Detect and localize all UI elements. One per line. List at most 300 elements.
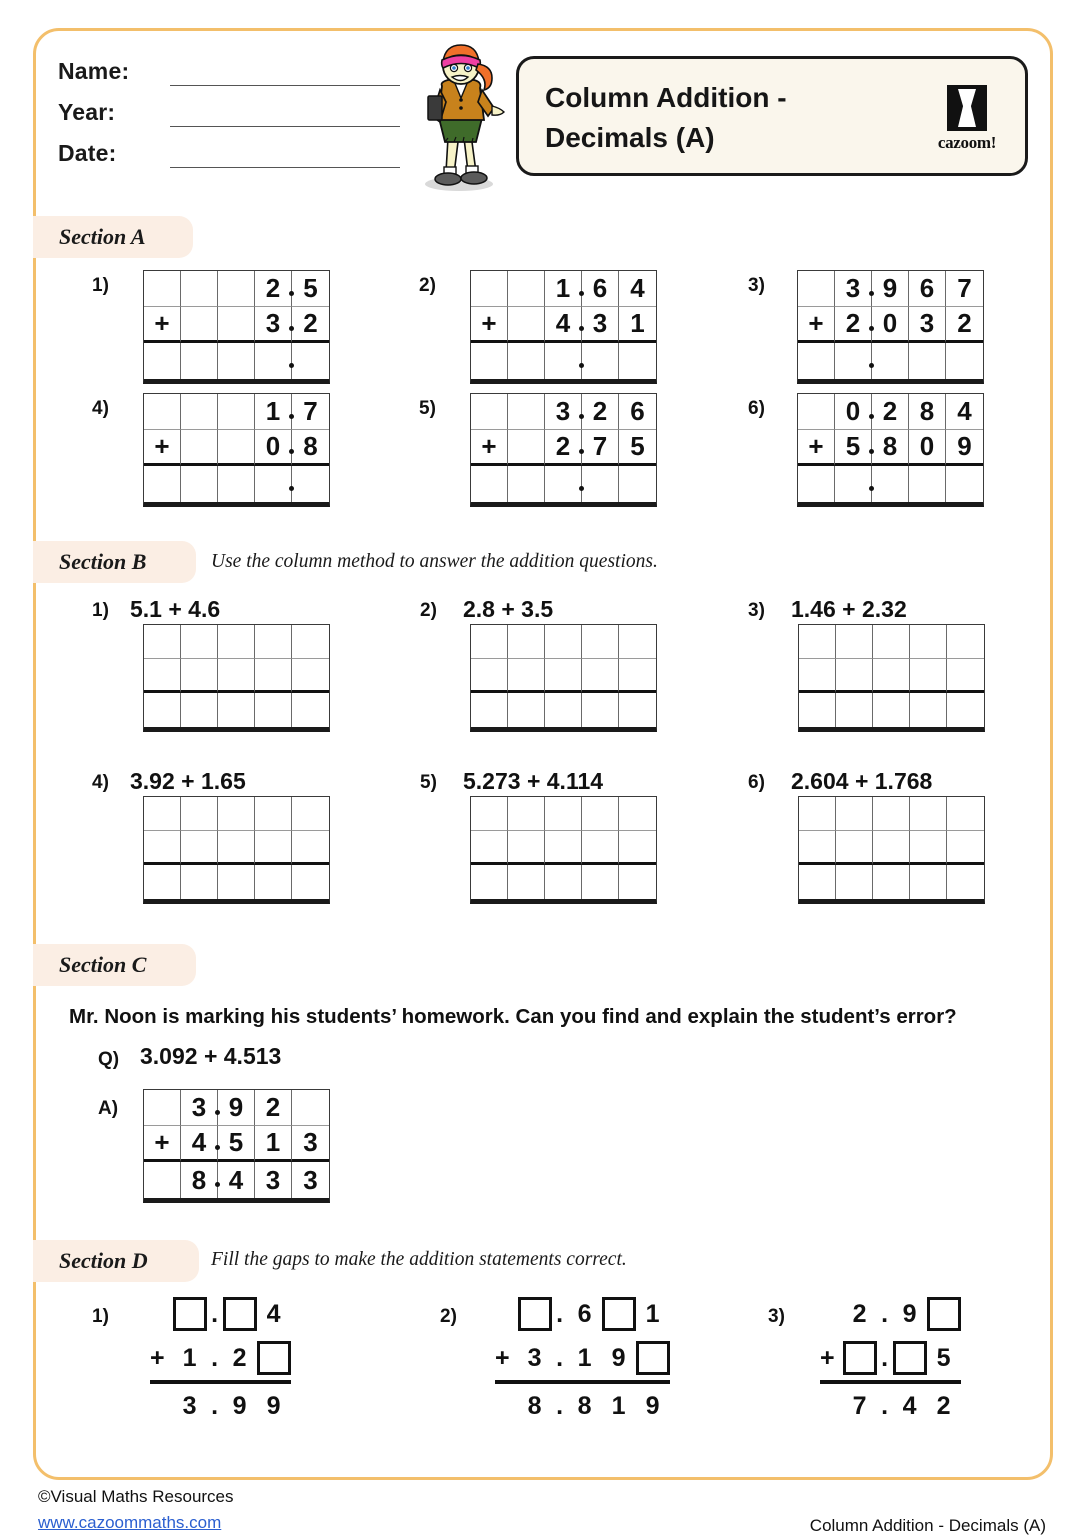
grid-cell[interactable] (255, 865, 292, 899)
grid-cell[interactable]: 0 (255, 430, 292, 466)
digit: 3 (182, 1391, 197, 1420)
grid-row (799, 625, 984, 659)
grid-cell[interactable] (910, 693, 947, 727)
grid-cell[interactable] (144, 343, 181, 379)
grid-cell[interactable]: 4 (218, 1162, 255, 1198)
grid-cell[interactable] (619, 625, 656, 659)
grid-cell[interactable] (218, 797, 255, 831)
answer-row (150, 1384, 291, 1428)
grid-cell[interactable]: 3 (909, 307, 946, 343)
section-b-heading: Section B (33, 541, 196, 583)
grid-cell[interactable] (471, 625, 508, 659)
grid-cell[interactable] (181, 466, 218, 502)
question-expression: 2.604 + 1.768 (791, 768, 933, 794)
grid-cell[interactable]: 6 (909, 271, 946, 307)
grid-cell[interactable] (582, 625, 619, 659)
grid-cell[interactable] (799, 797, 836, 831)
grid-cell[interactable] (471, 659, 508, 693)
grid-cell[interactable] (582, 865, 619, 899)
answer-box[interactable] (893, 1341, 927, 1375)
grid-cell[interactable] (799, 831, 836, 865)
digit: 2 (936, 1391, 951, 1420)
grid-cell[interactable]: 3 (545, 394, 582, 430)
answer-box[interactable] (843, 1341, 877, 1375)
grid-cell[interactable]: 3 (255, 1162, 292, 1198)
grid-row (799, 659, 984, 693)
grid-cell[interactable] (873, 831, 910, 865)
grid-cell[interactable] (619, 659, 656, 693)
section-a-grid[interactable] (797, 270, 984, 384)
grid-cell[interactable] (292, 865, 329, 899)
grid-cell[interactable] (798, 466, 835, 502)
grid-cell[interactable] (144, 797, 181, 831)
grid-cell[interactable] (181, 307, 218, 343)
grid-cell[interactable]: 2 (872, 394, 909, 430)
section-c-worked-grid[interactable] (143, 1089, 330, 1203)
digit: 2 (852, 1299, 867, 1328)
grid-cell[interactable] (619, 831, 656, 865)
plus-sign: + (150, 1343, 165, 1372)
grid-cell[interactable]: 9 (218, 1090, 255, 1126)
grid-cell[interactable] (619, 693, 656, 727)
grid-cell[interactable] (181, 693, 218, 727)
grid-cell[interactable]: 4 (181, 1126, 218, 1162)
grid-cell[interactable]: 3 (582, 307, 619, 343)
grid-row (144, 1126, 329, 1162)
grid-cell[interactable]: 7 (292, 394, 329, 430)
grid-cell[interactable] (181, 831, 218, 865)
grid-cell[interactable] (508, 271, 545, 307)
grid-cell[interactable]: 1 (255, 1126, 292, 1162)
grid-cell[interactable] (471, 831, 508, 865)
grid-cell[interactable] (508, 307, 545, 343)
grid-cell[interactable] (292, 466, 329, 502)
grid-cell[interactable] (836, 659, 873, 693)
section-a-grid[interactable] (797, 393, 984, 507)
grid-cell[interactable] (910, 659, 947, 693)
grid-cell[interactable] (798, 271, 835, 307)
grid-cell[interactable] (218, 271, 255, 307)
grid-cell[interactable] (947, 659, 984, 693)
student-info-fields (58, 58, 408, 181)
grid-cell[interactable] (144, 1162, 181, 1198)
grid-row (471, 271, 656, 307)
grid-cell[interactable]: + (144, 430, 181, 466)
grid-cell[interactable]: 8 (181, 1162, 218, 1198)
grid-cell[interactable] (292, 625, 329, 659)
grid-cell[interactable]: 9 (872, 271, 909, 307)
section-d-instruction: Fill the gaps to make the addition statements correct. (211, 1249, 627, 1270)
grid-cell[interactable]: 6 (582, 271, 619, 307)
answer-row (495, 1384, 670, 1428)
grid-cell[interactable]: 2 (545, 430, 582, 466)
grid-cell[interactable] (946, 343, 983, 379)
grid-cell[interactable] (292, 659, 329, 693)
grid-cell[interactable]: 3 (835, 271, 872, 307)
section-d-sum (495, 1292, 670, 1428)
section-b-answer-grid[interactable] (143, 796, 330, 904)
grid-cell[interactable]: 8 (872, 430, 909, 466)
question-number: 6) (748, 772, 765, 793)
grid-cell[interactable] (909, 466, 946, 502)
digit: 7 (852, 1391, 867, 1420)
grid-cell[interactable]: + (471, 307, 508, 343)
decimal-point: . (211, 1391, 219, 1420)
grid-row (798, 343, 983, 379)
grid-row (471, 307, 656, 343)
grid-cell[interactable] (836, 831, 873, 865)
section-a-grid[interactable] (143, 393, 330, 507)
grid-row (471, 466, 656, 502)
plus-sign: + (495, 1343, 510, 1372)
grid-cell[interactable] (218, 394, 255, 430)
grid-cell[interactable] (471, 271, 508, 307)
grid-cell[interactable] (545, 625, 582, 659)
grid-cell[interactable] (836, 797, 873, 831)
grid-cell[interactable]: 2 (946, 307, 983, 343)
grid-cell[interactable]: 5 (835, 430, 872, 466)
grid-cell[interactable] (218, 307, 255, 343)
grid-cell[interactable]: 0 (872, 307, 909, 343)
grid-cell[interactable] (144, 466, 181, 502)
grid-cell[interactable] (799, 693, 836, 727)
grid-cell[interactable] (255, 693, 292, 727)
grid-cell[interactable] (292, 343, 329, 379)
section-a-grid[interactable] (143, 270, 330, 384)
grid-cell[interactable] (144, 659, 181, 693)
grid-cell[interactable] (508, 394, 545, 430)
grid-cell[interactable] (181, 343, 218, 379)
date-field-label: Date: (58, 140, 117, 166)
decimal-point: . (556, 1343, 564, 1372)
grid-cell[interactable] (255, 797, 292, 831)
grid-cell[interactable] (947, 693, 984, 727)
section-c-question-expression: 3.092 + 4.513 (140, 1043, 282, 1069)
question-number: 5) (420, 772, 437, 793)
date-field-writing-line[interactable] (170, 167, 400, 168)
section-b-answer-grid[interactable] (470, 624, 657, 732)
grid-row (144, 1162, 329, 1198)
grid-cell[interactable]: 4 (545, 307, 582, 343)
grid-cell[interactable]: 4 (946, 394, 983, 430)
digit: 9 (902, 1299, 917, 1328)
answer-box[interactable] (518, 1297, 552, 1331)
grid-cell[interactable] (144, 693, 181, 727)
cazoom-logo (931, 85, 1003, 153)
grid-row (471, 797, 656, 831)
grid-row (144, 466, 329, 502)
grid-row (798, 430, 983, 466)
digit: 2 (232, 1343, 247, 1372)
grid-cell[interactable]: + (798, 430, 835, 466)
answer-box[interactable] (927, 1297, 961, 1331)
grid-cell[interactable] (181, 625, 218, 659)
answer-box[interactable] (602, 1297, 636, 1331)
grid-cell[interactable] (872, 343, 909, 379)
grid-cell[interactable] (909, 343, 946, 379)
grid-cell[interactable]: 2 (582, 394, 619, 430)
question-number: 1) (92, 600, 109, 621)
grid-cell[interactable] (181, 271, 218, 307)
grid-cell[interactable]: 0 (835, 394, 872, 430)
grid-cell[interactable] (508, 343, 545, 379)
question-number: 3) (748, 600, 765, 621)
grid-cell[interactable]: 3 (181, 1090, 218, 1126)
grid-cell[interactable] (582, 831, 619, 865)
digit: 8 (577, 1391, 592, 1420)
grid-cell[interactable] (619, 797, 656, 831)
grid-cell[interactable] (144, 625, 181, 659)
grid-row (799, 831, 984, 865)
grid-cell[interactable] (873, 865, 910, 899)
digit: 1 (645, 1299, 660, 1328)
grid-cell[interactable]: + (471, 430, 508, 466)
digit: 9 (645, 1391, 660, 1420)
grid-cell[interactable]: 3 (292, 1126, 329, 1162)
grid-cell[interactable]: 5 (619, 430, 656, 466)
grid-cell[interactable] (292, 831, 329, 865)
grid-cell[interactable]: 2 (255, 271, 292, 307)
digit: 4 (266, 1299, 281, 1328)
section-b-answer-grid[interactable] (143, 624, 330, 732)
grid-cell[interactable] (508, 625, 545, 659)
grid-cell[interactable] (582, 343, 619, 379)
answer-box[interactable] (636, 1341, 670, 1375)
grid-cell[interactable]: 5 (218, 1126, 255, 1162)
grid-cell[interactable]: 0 (909, 430, 946, 466)
grid-cell[interactable] (508, 865, 545, 899)
grid-row (471, 430, 656, 466)
section-b-answer-grid[interactable] (470, 796, 657, 904)
addend-row-top (495, 1292, 670, 1336)
section-a-grid[interactable] (470, 393, 657, 507)
grid-cell[interactable] (218, 466, 255, 502)
digit: 5 (936, 1343, 951, 1372)
grid-cell[interactable] (836, 693, 873, 727)
grid-row (471, 693, 656, 727)
grid-cell[interactable] (144, 271, 181, 307)
grid-cell[interactable] (508, 797, 545, 831)
decimal-point: . (556, 1299, 564, 1328)
date-field-row (58, 140, 408, 181)
grid-cell[interactable] (181, 865, 218, 899)
grid-cell[interactable]: + (144, 307, 181, 343)
grid-cell[interactable] (873, 797, 910, 831)
footer-worksheet-title: Column Addition - Decimals (A) (809, 1516, 1046, 1535)
grid-row (144, 271, 329, 307)
grid-cell[interactable] (292, 797, 329, 831)
grid-cell[interactable] (835, 466, 872, 502)
decimal-point: . (211, 1343, 219, 1372)
grid-cell[interactable]: 2 (255, 1090, 292, 1126)
grid-cell[interactable]: 7 (946, 271, 983, 307)
grid-cell[interactable] (471, 343, 508, 379)
grid-cell[interactable]: 6 (619, 394, 656, 430)
grid-cell[interactable] (471, 865, 508, 899)
grid-cell[interactable] (218, 831, 255, 865)
section-d-sum (820, 1292, 961, 1428)
grid-cell[interactable]: 5 (292, 271, 329, 307)
grid-cell[interactable] (508, 430, 545, 466)
grid-cell[interactable] (144, 831, 181, 865)
grid-cell[interactable] (545, 343, 582, 379)
grid-cell[interactable] (255, 625, 292, 659)
grid-cell[interactable] (582, 797, 619, 831)
grid-cell[interactable] (910, 831, 947, 865)
section-b-instruction: Use the column method to answer the addition questions. (211, 551, 658, 572)
grid-cell[interactable] (545, 831, 582, 865)
grid-cell[interactable] (471, 693, 508, 727)
question-number: 4) (92, 772, 109, 793)
grid-row (144, 797, 329, 831)
grid-cell[interactable] (799, 865, 836, 899)
grid-cell[interactable] (910, 865, 947, 899)
year-field-label: Year: (58, 99, 116, 125)
grid-cell[interactable]: 8 (292, 430, 329, 466)
grid-cell[interactable] (582, 659, 619, 693)
grid-cell[interactable] (508, 466, 545, 502)
grid-cell[interactable] (218, 625, 255, 659)
section-d-heading: Section D (33, 1240, 199, 1282)
question-number: 2) (419, 275, 436, 296)
year-field-writing-line[interactable] (170, 126, 400, 127)
grid-cell[interactable]: 1 (545, 271, 582, 307)
grid-cell[interactable] (947, 831, 984, 865)
grid-row (798, 307, 983, 343)
question-expression: 2.8 + 3.5 (463, 596, 554, 622)
grid-cell[interactable] (471, 466, 508, 502)
question-number: 4) (92, 398, 109, 419)
grid-cell[interactable] (873, 693, 910, 727)
grid-cell[interactable] (144, 1090, 181, 1126)
question-expression: 5.1 + 4.6 (130, 596, 221, 622)
grid-cell[interactable] (144, 394, 181, 430)
grid-cell[interactable] (873, 659, 910, 693)
decimal-point: . (881, 1299, 889, 1328)
grid-row (471, 394, 656, 430)
grid-cell[interactable] (144, 865, 181, 899)
grid-cell[interactable] (181, 659, 218, 693)
grid-cell[interactable]: 9 (946, 430, 983, 466)
grid-cell[interactable] (836, 625, 873, 659)
grid-cell[interactable] (545, 693, 582, 727)
grid-cell[interactable] (292, 1090, 329, 1126)
grid-cell[interactable] (471, 394, 508, 430)
grid-cell[interactable] (619, 865, 656, 899)
grid-cell[interactable]: 3 (303, 1164, 318, 1195)
grid-cell[interactable] (218, 343, 255, 379)
grid-cell[interactable]: + (144, 1126, 181, 1162)
decimal-point: . (211, 1299, 219, 1328)
grid-row (144, 307, 329, 343)
grid-cell[interactable] (873, 625, 910, 659)
grid-cell[interactable]: 1 (255, 394, 292, 430)
footer-website-link[interactable]: www.cazoommaths.com (38, 1513, 222, 1532)
grid-cell[interactable]: 4 (619, 271, 656, 307)
question-number: 2) (440, 1306, 457, 1327)
grid-cell[interactable] (947, 797, 984, 831)
addend-row-top (820, 1292, 961, 1336)
grid-cell[interactable] (872, 466, 909, 502)
grid-cell[interactable] (508, 659, 545, 693)
grid-cell[interactable]: 7 (582, 430, 619, 466)
grid-cell[interactable] (947, 865, 984, 899)
grid-cell[interactable] (799, 625, 836, 659)
grid-cell[interactable] (582, 693, 619, 727)
worksheet-header (0, 0, 1086, 200)
grid-cell[interactable] (255, 466, 292, 502)
grid-cell[interactable]: 2 (835, 307, 872, 343)
grid-cell[interactable] (798, 343, 835, 379)
grid-cell[interactable]: + (798, 307, 835, 343)
grid-cell[interactable] (218, 430, 255, 466)
grid-cell[interactable] (619, 343, 656, 379)
grid-cell[interactable] (218, 865, 255, 899)
grid-cell[interactable] (619, 466, 656, 502)
hourglass-icon (947, 85, 987, 131)
grid-cell[interactable] (292, 693, 329, 727)
digit: 1 (182, 1343, 197, 1372)
grid-cell[interactable] (910, 625, 947, 659)
grid-cell[interactable] (255, 659, 292, 693)
grid-cell[interactable] (545, 797, 582, 831)
name-field-writing-line[interactable] (170, 85, 400, 86)
grid-cell[interactable] (835, 343, 872, 379)
section-a-grid[interactable] (470, 270, 657, 384)
answer-box[interactable] (223, 1297, 257, 1331)
grid-cell[interactable] (181, 394, 218, 430)
grid-cell[interactable]: 8 (909, 394, 946, 430)
grid-cell[interactable]: 3 (255, 307, 292, 343)
question-number: 6) (748, 398, 765, 419)
grid-cell[interactable] (181, 430, 218, 466)
grid-row (799, 693, 984, 727)
answer-box[interactable] (257, 1341, 291, 1375)
grid-cell[interactable] (471, 797, 508, 831)
digit: 8 (527, 1391, 542, 1420)
grid-cell[interactable]: 1 (619, 307, 656, 343)
grid-cell[interactable]: 2 (292, 307, 329, 343)
grid-cell[interactable] (798, 394, 835, 430)
grid-cell[interactable] (508, 693, 545, 727)
grid-cell[interactable] (255, 343, 292, 379)
grid-cell[interactable] (910, 797, 947, 831)
section-b-answer-grid[interactable] (798, 796, 985, 904)
section-c-question-label: Q) (98, 1049, 120, 1070)
answer-row (820, 1384, 961, 1428)
grid-cell[interactable] (255, 831, 292, 865)
grid-cell[interactable] (545, 466, 582, 502)
grid-cell[interactable] (582, 466, 619, 502)
grid-cell[interactable] (181, 797, 218, 831)
grid-cell[interactable] (545, 659, 582, 693)
grid-cell[interactable] (218, 693, 255, 727)
grid-cell[interactable] (218, 659, 255, 693)
grid-row (799, 865, 984, 899)
digit: 1 (577, 1343, 592, 1372)
grid-row (144, 1090, 329, 1126)
grid-cell[interactable] (947, 625, 984, 659)
answer-box[interactable] (173, 1297, 207, 1331)
grid-cell[interactable] (508, 831, 545, 865)
section-b-answer-grid[interactable] (798, 624, 985, 732)
grid-cell[interactable] (946, 466, 983, 502)
digit: 9 (266, 1391, 281, 1420)
grid-cell[interactable] (799, 659, 836, 693)
grid-row (144, 430, 329, 466)
grid-cell[interactable] (836, 865, 873, 899)
grid-cell[interactable] (545, 865, 582, 899)
